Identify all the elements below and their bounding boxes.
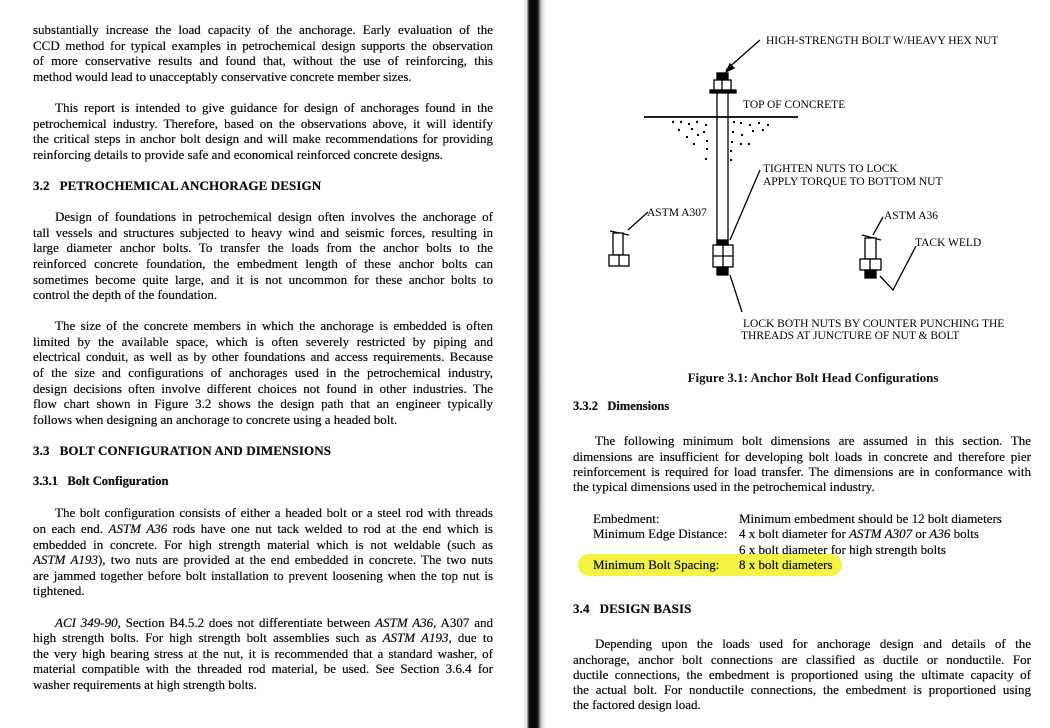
- main-bolt-rod: [717, 92, 728, 245]
- paragraph: [573, 433, 1031, 494]
- paragraph: [33, 615, 493, 693]
- text-run: CCD method for typical examples in petrochemical design supports the observation: [33, 37, 493, 53]
- label-tighten-nuts: TIGHTEN NUTS TO LOCK: [763, 163, 898, 175]
- text-run: Minimum embedment should be 12 bolt diameters: [739, 511, 1002, 526]
- text-run: washer requirements at high strength bolts.: [33, 676, 257, 692]
- text-line: [33, 521, 493, 537]
- dimension-row: [593, 526, 1002, 541]
- label-tack-weld: TACK WELD: [915, 237, 982, 249]
- label-astm-a36: ASTM A36: [884, 210, 938, 222]
- text-run: substantially increase the load capacity of the anchorage. Early evaluation of the: [33, 22, 493, 37]
- text-run: ductile connections, the embedment is proportioned using the ultimate capacity of: [573, 666, 1031, 682]
- text-line: [33, 272, 493, 288]
- text-run: Depending upon the loads used for anchorage design and details of the: [595, 636, 1031, 652]
- a307-bolt-icon: [609, 231, 629, 266]
- text-line: [33, 349, 493, 365]
- text-run: tall vessels and structures subjected to heavy wind and seismic forces, resulting in: [33, 224, 493, 240]
- dimension-row-highlighted: [593, 557, 1002, 572]
- text-run: of more conservative results and found that, without the use of reinforcing, this: [33, 53, 493, 69]
- text-run: the actual bolt. For nonductile connections, the embedment is proportioned using: [573, 682, 1031, 698]
- italic-text-run: ACI 349-90,: [55, 614, 121, 630]
- label-top-of-concrete: TOP OF CONCRETE: [743, 99, 846, 111]
- top-washer: [710, 90, 736, 93]
- text-line: [33, 287, 493, 303]
- paragraph: [33, 100, 493, 162]
- dimension-label: Minimum Edge Distance:: [593, 526, 728, 542]
- text-run: the typical dimensions used in the petrochemical industry.: [573, 479, 875, 495]
- text-line: [573, 433, 1031, 448]
- dimension-value: [739, 511, 1002, 526]
- text-run: reinforcement is required for load transfer. The dimensions are in conformance with: [573, 463, 1031, 479]
- text-run: follows when designing an anchorage to concrete using a headed bolt.: [33, 411, 398, 427]
- text-line: [33, 396, 493, 412]
- text-run: sometimes become quite large, and it is not uncommon for these anchor bolts to: [33, 271, 493, 287]
- text-line: [33, 53, 493, 69]
- text-run: reinforcing details to provide safe and economical reinforced concrete designs.: [33, 146, 444, 162]
- dimensions-list: [593, 511, 1002, 572]
- text-line: [33, 505, 493, 521]
- text-line: [33, 240, 493, 256]
- section-heading: 3.3 BOLT CONFIGURATION AND DIMENSIONS: [33, 443, 332, 459]
- text-run: large diameter anchor bolts. To transfer the loads from the anchor bolts to the: [33, 240, 493, 256]
- label-astm-a307: ASTM A307: [647, 207, 707, 219]
- dimension-row: [593, 511, 1002, 526]
- italic-text-run: ASTM A193: [33, 552, 98, 568]
- label-lock-both-nuts: LOCK BOTH NUTS BY COUNTER PUNCHING THE: [743, 318, 1005, 330]
- text-run: the critical steps in anchor bolt design and will make recommendations for providing: [33, 131, 493, 147]
- text-run: ), two nuts are provided at the end embedded in concrete. The two nuts: [97, 552, 493, 568]
- text-run: Section B4.5.2 does not differentiate between: [120, 614, 376, 630]
- text-line: [33, 116, 493, 132]
- dimension-row: [593, 542, 1002, 557]
- text-line: [33, 568, 493, 584]
- left-page-text: [33, 22, 493, 708]
- paragraph: [33, 22, 493, 84]
- text-line: [33, 318, 493, 334]
- text-run: 4 x bolt diameter for: [739, 526, 850, 542]
- dimension-label: [593, 542, 739, 557]
- italic-text-run: ASTM A36: [108, 521, 168, 536]
- text-run: design decisions often involve different choices not found in other industries. The: [33, 380, 493, 396]
- text-run: dimensions are insufficient for developing bolt loads in concrete and therefore pier: [573, 448, 1031, 464]
- text-run: method would lead to unacceptably conservative concrete member sizes.: [33, 68, 412, 84]
- section-heading: 3.4 DESIGN BASIS: [573, 601, 692, 616]
- dimensions-section: [573, 399, 1031, 510]
- paragraph: [33, 209, 493, 303]
- italic-text-run: A36: [929, 526, 951, 542]
- dimension-label: Minimum Bolt Spacing:: [593, 556, 720, 572]
- paragraph: [573, 636, 1031, 712]
- section-heading: 3.3.1 Bolt Configuration: [33, 474, 169, 489]
- text-line: [33, 225, 493, 241]
- label-high-strength-bolt: HIGH-STRENGTH BOLT W/HEAVY HEX NUT: [766, 35, 999, 47]
- text-run: 6 x bolt diameter for high strength bolts: [739, 541, 946, 557]
- text-line: [573, 449, 1031, 464]
- text-line: [33, 630, 493, 646]
- text-run: control the depth of the foundation.: [33, 287, 218, 303]
- text-line: [33, 256, 493, 272]
- text-run: The following minimum bolt dimensions are assumed in this section. The: [595, 433, 1031, 449]
- text-line: [33, 334, 493, 350]
- text-line: [33, 69, 493, 85]
- design-basis-section: [573, 601, 1031, 728]
- text-line: [573, 697, 1031, 712]
- text-line: [33, 22, 493, 38]
- leader-tack-weld: [880, 246, 916, 290]
- text-run: , due to: [448, 630, 493, 646]
- italic-text-run: ASTM A193: [382, 630, 449, 646]
- dimension-value: [739, 526, 979, 541]
- text-run: Design of foundations in petrochemical design often involves the anchorage of: [55, 209, 493, 225]
- text-line: [573, 479, 1031, 494]
- text-run: limited by the available space, which is often severely restricted by piping and: [33, 333, 493, 349]
- text-run: 8 x bolt diameters: [739, 556, 833, 572]
- text-line: [33, 552, 493, 568]
- text-line: [573, 464, 1031, 479]
- text-line: [33, 615, 493, 631]
- text-run: tightened.: [33, 583, 85, 599]
- text-run: rods have one nut tack welded to rod at the end which is: [167, 521, 493, 536]
- text-line: [33, 661, 493, 677]
- anchor-bolt-figure: [560, 0, 1050, 400]
- text-run: reinforced concrete foundation, the embedment length of these anchor bolts can: [33, 255, 493, 271]
- text-run: flow chart shown in Figure 3.2 shows the design path that an engineer typically: [33, 396, 493, 412]
- paragraph: [33, 318, 493, 427]
- text-line: [33, 537, 493, 553]
- text-run: The size of the concrete members in which the anchorage is embedded is often: [55, 318, 493, 334]
- text-line: [33, 365, 493, 381]
- text-line: [573, 667, 1031, 682]
- dimension-value: [739, 542, 946, 557]
- text-line: [33, 583, 493, 599]
- text-line: [573, 652, 1031, 667]
- section-heading: 3.2 PETROCHEMICAL ANCHORAGE DESIGN: [33, 177, 322, 193]
- text-line: [33, 147, 493, 163]
- text-run: high strength bolts. For high strength bolt assemblies such as: [33, 630, 383, 646]
- a36-bolt-icon: [860, 235, 881, 278]
- section-heading: 3.3.2 Dimensions: [573, 399, 670, 413]
- text-run: bolts: [950, 526, 979, 542]
- text-line: [573, 636, 1031, 651]
- text-run: embedded in concrete. For high strength material which is not weldable (such as: [33, 536, 493, 552]
- italic-text-run: ASTM A307: [849, 526, 913, 542]
- text-line: [33, 131, 493, 147]
- figure-caption: Figure 3.1: Anchor Bolt Head Configurations: [687, 370, 939, 385]
- text-line: [33, 677, 493, 693]
- paragraph: [33, 505, 493, 599]
- book-spine-gutter: [522, 0, 546, 728]
- text-run: petrochemical industry. Therefore, based on the observations above, it will identify: [33, 115, 493, 131]
- text-run: the factored design load.: [573, 697, 701, 713]
- text-line: [33, 381, 493, 397]
- leader-a307: [628, 212, 648, 230]
- text-run: electrical conduit, as well as by other foundations and access requirements. Because: [33, 349, 493, 365]
- label-threads-juncture: THREADS AT JUNCTURE OF NUT & BOLT: [741, 330, 960, 342]
- label-apply-torque: APPLY TORQUE TO BOTTOM NUT: [763, 176, 943, 188]
- leader-lock: [730, 275, 742, 312]
- leader-a36: [873, 217, 883, 235]
- text-line: [573, 682, 1031, 697]
- text-line: [33, 646, 493, 662]
- italic-text-run: ASTM A36,: [375, 614, 437, 630]
- text-run: This report is intended to give guidance for design of anchorages found in the: [55, 99, 493, 115]
- text-run: of the size and configurations of anchorages used in the petrochemical industry,: [33, 365, 493, 381]
- text-run: material compatible with the threaded rod material, be used. See Section 3.6.4 for: [33, 661, 493, 677]
- text-run: or: [912, 526, 930, 542]
- leader-tighten: [730, 170, 760, 240]
- text-line: [33, 209, 493, 225]
- dimension-value: [739, 557, 833, 572]
- text-run: are jammed together before bolt installation to prevent loosening when the top nut is: [33, 567, 493, 583]
- text-run: A307 and: [436, 614, 493, 630]
- text-run: on each end.: [33, 521, 109, 536]
- text-line: [33, 412, 493, 428]
- dimension-label: Embedment:: [593, 511, 660, 526]
- text-line: [33, 38, 493, 54]
- text-run: anchorage, anchor bolt connections are classified as ductile or nonductile. For: [573, 651, 1031, 667]
- text-run: the very high bearing stress at the nut, it is recommended that a standard washer, of: [33, 645, 493, 661]
- text-run: The bolt configuration consists of either a headed bolt or a steel rod with threads: [55, 505, 493, 521]
- text-line: [33, 100, 493, 116]
